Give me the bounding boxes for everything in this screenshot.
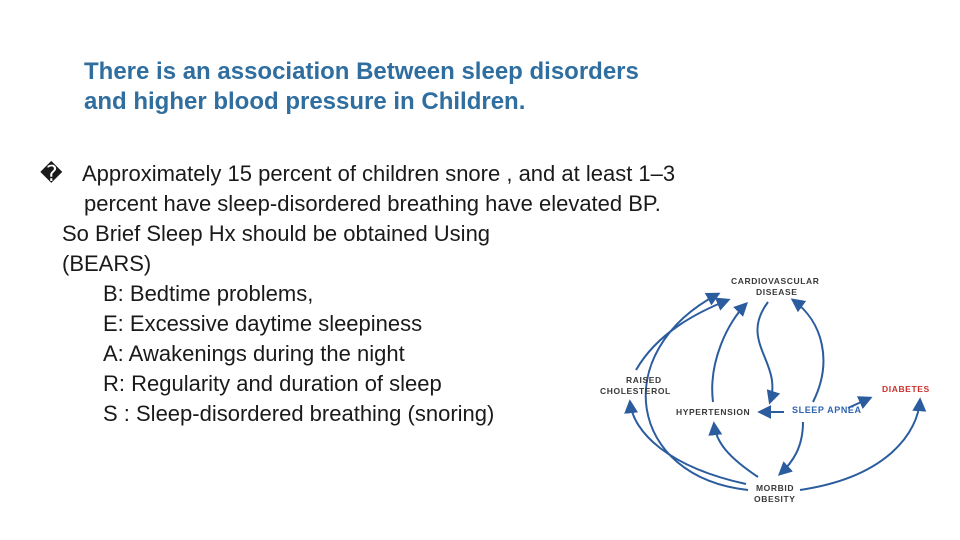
label-raised-line-2: CHOLESTEROL xyxy=(600,386,671,396)
label-cardio-line-1: CARDIOVASCULAR xyxy=(731,276,820,286)
arrow-apnea-to-obesity xyxy=(780,422,803,474)
body-line-3: So Brief Sleep Hx should be obtained Using xyxy=(62,221,491,246)
bullet-paragraph xyxy=(40,159,802,219)
diagram-svg xyxy=(588,262,944,516)
bears-item-b: B: Bedtime problems, xyxy=(103,281,314,306)
arrow-cholesterol-to-cardio xyxy=(636,300,728,370)
arrow-s-curve xyxy=(757,302,772,402)
diagram-arrows xyxy=(630,294,920,490)
arrow-hypertension-to-cardio xyxy=(712,304,746,402)
bullet-glyph-icon: � xyxy=(40,161,63,186)
label-hypertension: HYPERTENSION xyxy=(676,407,751,417)
slide-title-line-1: There is an association Between sleep disorders xyxy=(84,58,639,85)
body-line-4: (BEARS) xyxy=(62,251,152,276)
slide-title xyxy=(84,57,844,117)
label-sleep-apnea: SLEEP APNEA xyxy=(792,405,862,415)
arrow-obesity-to-hypertension xyxy=(714,424,758,477)
label-diabetes: DIABETES xyxy=(882,384,930,394)
label-raised-line-1: RAISED xyxy=(626,375,662,385)
bears-item-e: E: Excessive daytime sleepiness xyxy=(103,311,423,336)
arrow-apnea-to-cardio xyxy=(793,300,823,402)
bears-item-a: A: Awakenings during the night xyxy=(103,341,405,366)
bears-item-r: R: Regularity and duration of sleep xyxy=(103,371,442,396)
slide-title-line-2: and higher blood pressure in Children. xyxy=(84,88,526,115)
bullet-text-line-1: Approximately 15 percent of children snore , and at least 1–3 xyxy=(82,161,676,186)
sleep-apnea-diagram xyxy=(588,262,944,516)
label-cardio-line-2: DISEASE xyxy=(756,287,798,297)
bullet-text-line-2: percent have sleep-disordered breathing have elevated BP. xyxy=(84,191,661,216)
label-obesity-line-2: OBESITY xyxy=(754,494,796,504)
bears-item-s: S : Sleep-disordered breathing (snoring) xyxy=(103,401,495,426)
label-obesity-line-1: MORBID xyxy=(756,483,795,493)
